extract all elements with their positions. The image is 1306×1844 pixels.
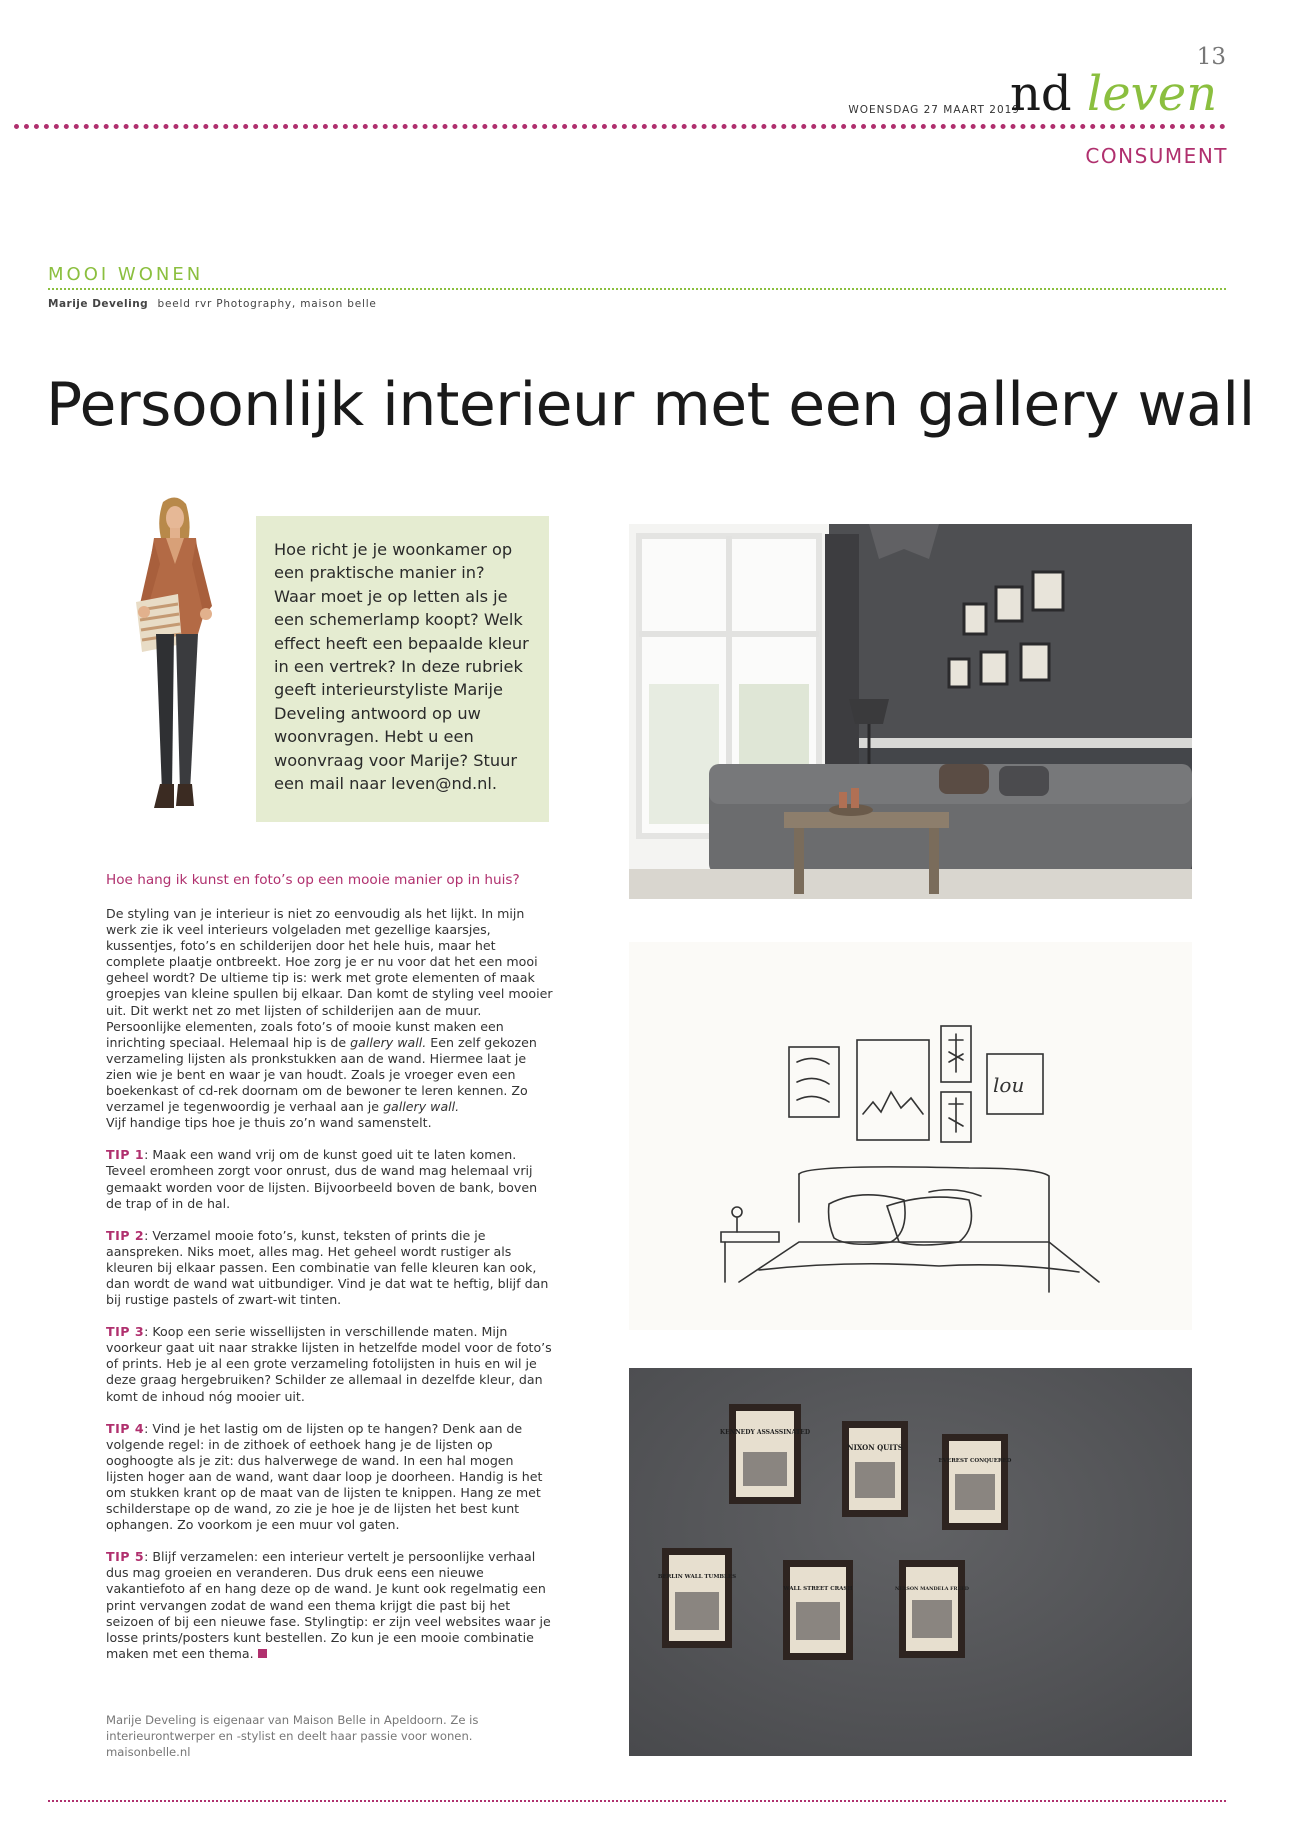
section-label: CONSUMENT xyxy=(1085,144,1228,168)
logo-leven: leven xyxy=(1086,66,1218,122)
newspaper-headline: EVEREST CONQUERED xyxy=(938,1458,1012,1464)
tip-paragraph xyxy=(106,1147,554,1211)
article-question: Hoe hang ik kunst en foto’s op een mooie manier op in huis? xyxy=(106,872,520,888)
page-number: 13 xyxy=(1196,44,1226,70)
tip-text: : Verzamel mooie foto’s, kunst, teksten of prints die je aanspreken. Niks moet, alles mag. Het geheel wordt rustiger als kleuren bij elkaar passen. Een combinatie van felle kleuren kan ook, dan wordt de wand wat uitbundiger. Vind je dat wat te heftig, blijf dan bij rustige pastels of zwart-wit tinten. xyxy=(106,1227,549,1308)
intro-text: Hoe richt je je woonkamer op een praktische manier in? Waar moet je op letten als je een schemerlamp koopt? Welk effect heeft een bepaalde kleur in een vertrek? In deze rubriek geeft interieurstyliste Marije Develing antwoord op uw woonvragen. Hebt u een woonvraag voor Marije? Stuur een mail naar leven@nd.nl. xyxy=(274,540,529,794)
newspaper-headline: KENNEDY ASSASSINATED xyxy=(719,1429,811,1436)
nd-leven-logo xyxy=(1010,64,1250,124)
tip-label: TIP 5 xyxy=(106,1549,145,1565)
body-text-part3: Vijf handige tips hoe je thuis zo’n wand samenstelt. xyxy=(106,1115,432,1131)
living-room-photo xyxy=(629,524,1192,899)
byline xyxy=(48,298,377,310)
footer-divider xyxy=(48,1800,1226,1802)
issue-date: WOENSDAG 27 MAART 2019 xyxy=(848,104,1020,116)
tip-label: TIP 2 xyxy=(106,1227,145,1243)
tip-label: TIP 4 xyxy=(106,1420,145,1436)
body-text-part2: Een zelf gekozen verzameling lijsten als pronkstukken aan de wand. Hiermee laat je zien wie je bent en waar je van houdt. Zoals je vroeger even een boekenkast of cd-rek doornam om de bewoner te leren kennen. Zo verzamel je tegenwoordig je verhaal aan je xyxy=(106,1034,537,1115)
article-body xyxy=(106,906,554,1678)
author-bio: Marije Develing is eigenaar van Maison Belle in Apeldoorn. Ze is interieurontwerper en -stylist en deelt haar passie voor wonen. maisonbelle.nl xyxy=(106,1713,479,1759)
end-mark xyxy=(258,1649,267,1658)
tip-text: : Blijf verzamelen: een interieur vertelt je persoonlijke verhaal dus mag groeien en veranderen. Dus druk eens een nieuwe vakantiefoto af en hang deze op de wand. Je kunt ook regelmatig een print vervangen zodat de wand een thema krijgt die past bij het seizoen of bij een nieuwe fase. Stylingtip: er zijn veel websites waar je losse prints/posters kunt bestellen. Zo kun je een mooie combinatie maken met een thema. xyxy=(106,1549,551,1661)
tip-paragraph xyxy=(106,1549,554,1662)
sketch-word: lou xyxy=(993,1073,1025,1097)
tip-text: : Vind je het lastig om de lijsten op te hangen? Denk aan de volgende regel: in de zithoek of eethoek hang je de lijsten op ooghoogte als je zit: dus halverwege de wand. In een hal mogen lijsten hoger aan de wand, want daar loop je doorheen. Handig is het om stukken krant op de maat van de lijsten te knippen. Hang ze met schilderstape op de wand, zo zie je hoe je de lijsten het best kunt ophangen. Zo voorkom je een muur vol gaten. xyxy=(106,1420,543,1533)
newspaper-headline: WALL STREET CRASH xyxy=(783,1586,853,1592)
body-text-part1: De styling van je interieur is niet zo eenvoudig als het lijkt. In mijn werk zie ik veel interieurs volgeladen met gezellige kaarsjes, kussentjes, foto’s en schilderijen door het hele huis, maar het complete plaatje ontbreekt. Hoe zorg je er nu voor dat het een mooi geheel wordt? De ultieme tip is: werk met grote elementen of maak groepjes van kleine spullen bij elkaar. Dan komt de styling veel mooier uit. Dit werkt net zo met lijsten of schilderijen aan de muur. Persoonlijke elementen, zoals foto’s of mooie kunst maken een inrichting speciaal. Helemaal hip is de xyxy=(106,906,553,1050)
newspaper-headline: NIXON QUITS xyxy=(847,1443,903,1452)
tip-label: TIP 3 xyxy=(106,1324,145,1340)
body-emphasis-2: gallery wall. xyxy=(383,1099,460,1115)
tip-label: TIP 1 xyxy=(106,1147,145,1163)
body-emphasis-1: gallery wall. xyxy=(350,1034,427,1050)
body-intro-paragraph xyxy=(106,906,554,1131)
tip-text: : Koop een serie wissellijsten in verschillende maten. Mijn voorkeur gaat uit naar strakke lijsten in hetzelfde model voor de foto’s of prints. Heb je al een grote verzameling fotolijsten in huis en wil je deze graag hergebruiken? Schilder ze allemaal in dezelfde kleur, dan komt de inhoud nóg mooier uit. xyxy=(106,1324,552,1404)
photo-credit: beeld rvr Photography, maison belle xyxy=(157,298,377,310)
framed-newspapers-photo xyxy=(629,1368,1192,1756)
tip-paragraph xyxy=(106,1324,554,1404)
tip-text: : Maak een wand vrij om de kunst goed uit te laten komen. Teveel eromheen zorgt voor onrust, dus de wand mag helemaal vrij gemaakt worden voor de lijsten. Bijvoorbeeld boven de bank, boven de trap of in de hal. xyxy=(106,1147,538,1211)
tip-paragraph xyxy=(106,1228,554,1308)
author-portrait-image xyxy=(118,494,230,814)
newspaper-headline: BERLIN WALL TUMBLES xyxy=(657,1574,737,1580)
gallery-wall-sketch xyxy=(629,942,1192,1330)
author-name: Marije Develing xyxy=(48,298,149,310)
header-divider xyxy=(14,124,1226,129)
tip-paragraph xyxy=(106,1421,554,1534)
article-headline: Persoonlijk interieur met een gallery wall xyxy=(46,370,1255,440)
kicker-divider xyxy=(48,288,1226,290)
logo-nd: nd xyxy=(1010,66,1072,122)
article-kicker: MOOI WONEN xyxy=(48,264,204,285)
newspaper-headline: NELSON MANDELA FREED xyxy=(895,1586,969,1592)
intro-box xyxy=(256,516,549,822)
